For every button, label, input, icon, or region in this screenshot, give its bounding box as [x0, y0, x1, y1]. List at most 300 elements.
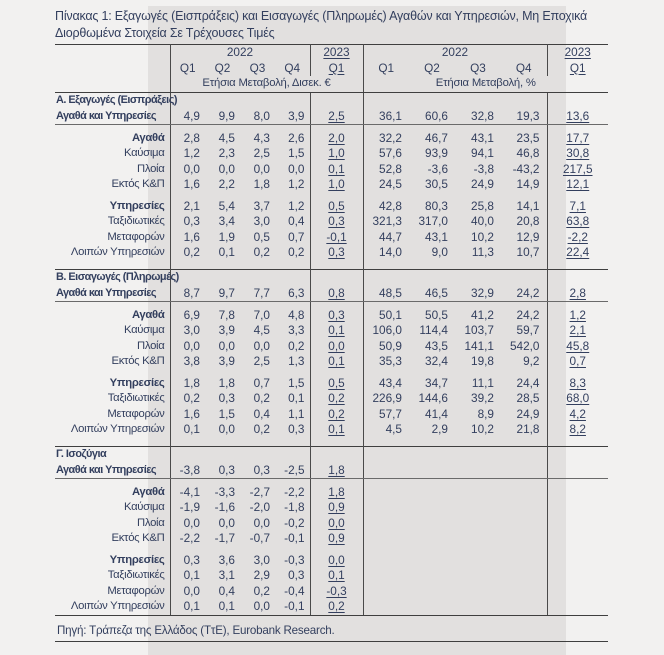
- cell-eur-2023q1: 0,1: [310, 354, 363, 370]
- cell-pct-q4: [501, 438, 547, 447]
- cell-pct-q1: [363, 270, 409, 286]
- cell-eur-q4: 1,3: [275, 354, 310, 370]
- cell-pct-2023q1: [547, 553, 608, 569]
- row-label: Αγαθά: [55, 308, 170, 324]
- cell-pct-q3: [455, 500, 501, 516]
- cell-eur-q2: [205, 270, 240, 286]
- cell-pct-q1: 57,7: [379, 406, 402, 421]
- cell-eur-2023q1: [310, 438, 363, 447]
- cell-eur-2023q1: 1,0: [310, 177, 363, 193]
- cell-pct-q1: [363, 531, 409, 547]
- cell-pct-q3: 40,0: [471, 214, 494, 228]
- cell-eur-q2: 4,5: [218, 130, 235, 145]
- unit-header-row: [55, 76, 608, 93]
- cell-pct-q2: [409, 599, 455, 615]
- row-label: Καύσιμα: [55, 146, 170, 162]
- row-label: Εκτός Κ&Π: [55, 177, 170, 193]
- cell-eur-q2: 0,4: [218, 583, 235, 598]
- cell-eur-q2: 0,1: [218, 245, 235, 259]
- quarter-label: Q1: [378, 60, 395, 75]
- row-label: Υπηρεσίες: [55, 199, 170, 215]
- table-row: [55, 323, 608, 339]
- cell-pct-q1: 4,5: [385, 422, 402, 436]
- cell-eur-q4: -1,8: [275, 500, 310, 516]
- cell-pct-q4: -43,2: [501, 162, 547, 178]
- cell-pct-q4: [501, 568, 547, 584]
- cell-eur-q1: 3,0: [183, 323, 200, 337]
- cell-pct-q2: 93,9: [425, 146, 448, 160]
- cell-pct-q1: 106,0: [372, 323, 402, 337]
- cell-eur-q1: -1,9: [179, 500, 200, 514]
- cell-eur-q2: -1,7: [214, 531, 235, 545]
- cell-pct-q1: [363, 568, 409, 584]
- cell-eur-2023q1: 0,0: [310, 339, 363, 355]
- cell-pct-q4: [501, 485, 547, 501]
- quarter-label: Q2: [424, 60, 440, 75]
- table-row: [55, 354, 608, 370]
- cell-eur-2023q1: -0,1: [310, 230, 363, 246]
- cell-pct-q1: 36,1: [363, 109, 409, 125]
- row-label: Μεταφορών: [55, 230, 170, 246]
- table-row: [55, 199, 608, 215]
- cell-pct-q4: 19,3: [501, 109, 547, 125]
- row-label: Αγαθά: [55, 485, 170, 501]
- row-label: Λοιπών Υπηρεσιών: [55, 422, 170, 438]
- cell-pct-q2: 114,4: [419, 323, 448, 337]
- cell-eur-q1: 0,1: [183, 422, 200, 436]
- cell-pct-2023q1: 17,7: [566, 130, 590, 145]
- cell-eur-q4: -2,2: [275, 485, 310, 501]
- cell-pct-2023q1: 12,1: [566, 177, 590, 191]
- quarter-label: Q1: [179, 60, 196, 75]
- cell-eur-q1: [170, 438, 205, 447]
- cell-pct-2023q1: 13,6: [547, 109, 608, 125]
- cell-eur-2023q1: 0,2: [310, 391, 363, 407]
- table-row: [55, 230, 608, 246]
- cell-eur-q4: [275, 438, 310, 447]
- cell-eur-2023q1: [310, 270, 363, 286]
- cell-pct-q4: [501, 261, 547, 270]
- cell-pct-q1: 32,2: [379, 130, 402, 145]
- source-note: Πηγή: Τράπεζα της Ελλάδος (ΤτΕ), Eurobank Research.: [55, 624, 608, 642]
- spacer-row: [55, 261, 608, 270]
- table-row: [55, 376, 608, 392]
- cell-pct-q2: 80,3: [425, 198, 448, 213]
- cell-pct-q3: 32,8: [455, 109, 501, 125]
- cell-eur-2023q1: 1,0: [310, 146, 363, 162]
- cell-pct-q4: 24,2: [501, 286, 547, 302]
- cell-eur-q2: 0,0: [218, 338, 235, 353]
- cell-eur-q3: 2,5: [253, 146, 270, 160]
- cell-eur-q1: 0,2: [183, 391, 200, 405]
- table-row: [55, 553, 608, 569]
- cell-pct-q4: 9,2: [501, 354, 547, 370]
- quarter-label: Q4: [501, 61, 547, 77]
- corner-cell: [55, 45, 170, 61]
- cell-pct-2023q1: [547, 463, 608, 479]
- cell-eur-2023q1: -0,3: [310, 584, 363, 600]
- cell-eur-q1: 0,1: [170, 599, 205, 615]
- cell-pct-2023q1: 4,2: [569, 406, 586, 421]
- row-label: Αγαθά και Υπηρεσίες: [55, 286, 170, 302]
- table-row: [55, 308, 608, 324]
- cell-pct-q2: [409, 531, 455, 547]
- cell-pct-q4: 14,1: [501, 199, 547, 215]
- latest-quarter-label-right: Q1: [569, 60, 586, 75]
- cell-pct-q3: [455, 485, 501, 501]
- cell-pct-q2: [409, 447, 455, 463]
- cell-pct-q1: 48,5: [363, 286, 409, 302]
- cell-pct-2023q1: 1,2: [569, 307, 586, 322]
- cell-pct-q2: -3,6: [427, 161, 448, 176]
- cell-eur-q4: 0,7: [275, 230, 310, 246]
- cell-pct-q4: 20,8: [501, 214, 547, 230]
- cell-eur-q2: 0,3: [218, 391, 235, 405]
- cell-pct-q4: 23,5: [501, 131, 547, 147]
- cell-pct-2023q1: 2,8: [547, 286, 608, 302]
- cell-pct-q2: [409, 463, 455, 479]
- cell-eur-2023q1: 0,1: [310, 323, 363, 339]
- cell-pct-q2: 2,9: [431, 422, 448, 436]
- table-header: [55, 45, 608, 93]
- unit-label-pct: Ετήσια Μεταβολή, %: [363, 76, 608, 93]
- cell-pct-2023q1: [547, 438, 608, 447]
- cell-eur-q1: -2,2: [179, 531, 200, 545]
- cell-eur-q3: 0,0: [253, 161, 270, 176]
- table-row: [55, 422, 608, 438]
- cell-pct-2023q1: [547, 447, 608, 463]
- cell-pct-q2: [409, 568, 455, 584]
- cell-eur-q1: 1,6: [183, 177, 200, 191]
- cell-pct-q4: [501, 553, 547, 569]
- cell-pct-2023q1: [547, 599, 608, 615]
- table-row: [55, 516, 608, 532]
- cell-pct-2023q1: 8,3: [569, 375, 586, 390]
- cell-eur-q1: 0,0: [183, 515, 200, 530]
- cell-eur-q1: 2,1: [183, 198, 200, 213]
- cell-eur-q3: [240, 261, 275, 270]
- row-label: Υπηρεσίες: [55, 553, 170, 569]
- cell-pct-2023q1: [547, 568, 608, 584]
- cell-eur-q3: 0,2: [253, 391, 270, 405]
- cell-pct-q2: 46,7: [425, 130, 448, 145]
- cell-pct-q4: [501, 447, 547, 463]
- cell-eur-q2: [205, 438, 240, 447]
- cell-pct-2023q1: 8,2: [569, 422, 586, 436]
- section-heading-row: [55, 93, 608, 109]
- cell-pct-q2: [409, 438, 455, 447]
- cell-eur-q3: 3,7: [253, 198, 270, 213]
- table-row: [55, 407, 608, 423]
- row-label: Αγαθά και Υπηρεσίες: [55, 463, 170, 479]
- table-row: [55, 500, 608, 516]
- row-label: Υπηρεσίες: [55, 376, 170, 392]
- cell-pct-q2: [409, 584, 455, 600]
- cell-eur-q1: 6,9: [183, 307, 200, 322]
- row-label: Αγαθά και Υπηρεσίες: [55, 109, 170, 125]
- cell-pct-q4: [501, 599, 547, 615]
- row-label: Ταξιδιωτικές: [55, 214, 170, 230]
- cell-pct-q2: [409, 500, 455, 516]
- cell-eur-2023q1: 0,3: [310, 308, 363, 324]
- cell-eur-2023q1: 2,0: [310, 131, 363, 147]
- cell-pct-q4: 46,8: [501, 146, 547, 162]
- cell-eur-q4: 3,9: [275, 109, 310, 125]
- row-label: Πλοία: [55, 339, 170, 355]
- year-label-right: 2022: [363, 45, 547, 61]
- cell-pct-q3: [455, 553, 501, 569]
- cell-pct-q3: 41,2: [471, 307, 494, 322]
- cell-eur-q2: 0,1: [205, 599, 240, 615]
- cell-pct-q2: 32,4: [425, 354, 448, 368]
- cell-pct-2023q1: 0,7: [569, 354, 586, 368]
- cell-eur-q1: [170, 447, 205, 463]
- cell-eur-q1: 0,0: [183, 583, 200, 598]
- cell-eur-q1: 4,9: [170, 109, 205, 125]
- table-row: [55, 214, 608, 230]
- table-row: [55, 485, 608, 501]
- cell-pct-q2: 9,0: [431, 245, 448, 259]
- cell-pct-q1: [363, 485, 409, 501]
- cell-eur-q3: 3,0: [253, 214, 270, 228]
- cell-eur-q4: 1,1: [275, 407, 310, 423]
- row-label: Μεταφορών: [55, 407, 170, 423]
- cell-eur-q1: 1,6: [183, 229, 200, 244]
- row-label: Α. Εξαγωγές (Εισπράξεις): [55, 93, 170, 109]
- cell-eur-q3: 3,0: [253, 552, 270, 567]
- cell-pct-q1: 14,0: [379, 245, 402, 259]
- cell-eur-q4: 0,2: [275, 245, 310, 261]
- quarter-label: Q3: [249, 60, 266, 75]
- cell-pct-q3: 32,9: [455, 286, 501, 302]
- cell-eur-q3: 0,7: [253, 375, 270, 390]
- cell-pct-q4: 14,9: [501, 177, 547, 193]
- cell-pct-q4: 24,4: [501, 376, 547, 392]
- cell-pct-2023q1: [547, 500, 608, 516]
- row-label: Λοιπών Υπηρεσιών: [55, 245, 170, 261]
- cell-eur-2023q1: 0,1: [310, 568, 363, 584]
- cell-pct-2023q1: [547, 531, 608, 547]
- cell-eur-q2: 2,3: [218, 146, 235, 160]
- cell-pct-q3: [455, 447, 501, 463]
- report-table-block: [55, 8, 611, 642]
- cell-pct-q1: 57,6: [379, 146, 402, 160]
- cell-eur-q4: 6,3: [275, 286, 310, 302]
- cell-eur-q4: 0,0: [275, 162, 310, 178]
- cell-pct-q4: [501, 500, 547, 516]
- table-row: [55, 339, 608, 355]
- unit-label-eur: Ετήσια Μεταβολή, Δισεκ. €: [170, 76, 363, 93]
- cell-eur-q3: 8,0: [240, 109, 275, 125]
- cell-eur-2023q1: [310, 261, 363, 270]
- cell-pct-q2: 30,5: [425, 177, 448, 191]
- cell-eur-q2: 9,7: [205, 286, 240, 302]
- cell-pct-2023q1: 217,5: [562, 161, 593, 176]
- cell-eur-q1: 1,8: [183, 375, 200, 390]
- cell-eur-q3: 0,3: [240, 463, 275, 479]
- data-table: [55, 44, 608, 616]
- cell-eur-q4: 3,3: [275, 323, 310, 339]
- cell-pct-2023q1: 68,0: [566, 391, 590, 405]
- cell-eur-q3: 0,0: [253, 515, 270, 530]
- cell-eur-q4: 4,8: [275, 308, 310, 324]
- quarter-label: Q2: [214, 60, 231, 75]
- cell-eur-q1: [170, 261, 205, 270]
- cell-eur-q3: 0,5: [253, 229, 270, 244]
- cell-pct-q1: 42,8: [379, 198, 402, 213]
- cell-eur-q2: 3,9: [218, 354, 235, 368]
- cell-eur-q4: 0,1: [275, 391, 310, 407]
- cell-pct-q4: 24,9: [501, 407, 547, 423]
- row-label: Εκτός Κ&Π: [55, 354, 170, 370]
- cell-eur-q4: [275, 93, 310, 109]
- cell-pct-q1: [363, 584, 409, 600]
- cell-pct-q2: 46,5: [409, 286, 455, 302]
- cell-pct-q3: 10,2: [471, 229, 494, 244]
- cell-pct-q1: [363, 599, 409, 615]
- cell-eur-q2: 3,4: [218, 214, 235, 228]
- cell-eur-q3: 0,0: [240, 599, 275, 615]
- cell-pct-q2: 34,7: [425, 375, 448, 390]
- cell-eur-2023q1: 0,5: [310, 376, 363, 392]
- cell-eur-q3: 2,5: [253, 354, 270, 368]
- cell-eur-q4: -0,3: [275, 553, 310, 569]
- cell-pct-q3: [455, 531, 501, 547]
- cell-pct-q1: [363, 93, 409, 109]
- section-total-row: [55, 109, 608, 125]
- cell-pct-q1: 226,9: [372, 391, 402, 405]
- cell-eur-q4: -2,5: [275, 463, 310, 479]
- cell-pct-q3: [455, 438, 501, 447]
- table-row: [55, 568, 608, 584]
- cell-eur-q3: 0,2: [253, 583, 270, 598]
- cell-pct-q2: 43,1: [425, 229, 448, 244]
- cell-eur-q4: 0,3: [275, 568, 310, 584]
- cell-eur-q3: -0,7: [249, 531, 270, 545]
- cell-pct-2023q1: 30,8: [566, 146, 590, 160]
- cell-eur-q1: 0,3: [183, 214, 200, 228]
- cell-eur-q1: 0,0: [183, 161, 200, 176]
- cell-pct-q3: -3,8: [473, 161, 494, 176]
- cell-eur-2023q1: [310, 447, 363, 463]
- cell-eur-q1: 0,3: [183, 552, 200, 567]
- cell-eur-q2: [205, 261, 240, 270]
- row-label: Καύσιμα: [55, 323, 170, 339]
- table-row: [55, 162, 608, 178]
- cell-eur-q4: 1,2: [275, 177, 310, 193]
- cell-pct-q3: [455, 93, 501, 109]
- cell-eur-q4: -0,2: [275, 516, 310, 532]
- cell-eur-q2: 7,8: [218, 307, 235, 322]
- cell-eur-2023q1: 0,2: [310, 599, 363, 615]
- row-label: Πλοία: [55, 516, 170, 532]
- cell-eur-q3: 4,3: [253, 130, 270, 145]
- cell-pct-q4: 10,7: [501, 245, 547, 261]
- cell-pct-q1: [363, 463, 409, 479]
- quarter-label: Q4: [275, 61, 310, 77]
- cell-pct-q3: 141,1: [464, 338, 494, 353]
- spacer-row: [55, 438, 608, 447]
- cell-eur-q2: 3,1: [218, 568, 235, 582]
- cell-eur-q1: 0,1: [183, 568, 200, 582]
- cell-pct-q2: 144,6: [418, 391, 448, 405]
- table-title: Πίνακας 1: Εξαγωγές (Εισπράξεις) και Εισαγωγές (Πληρωμές) Αγαθών και Υπηρεσιών, Μη Εποχικά Διορθωμένα Στοιχεία Σε Τρέχουσες Τιμές: [55, 9, 587, 40]
- table-row: [55, 531, 608, 547]
- cell-eur-q4: -0,4: [275, 584, 310, 600]
- cell-eur-2023q1: 0,2: [310, 407, 363, 423]
- cell-eur-2023q1: 0,3: [310, 214, 363, 230]
- cell-eur-2023q1: 0,9: [310, 500, 363, 516]
- quarter-header-row: [55, 61, 608, 77]
- cell-eur-2023q1: 2,5: [310, 109, 363, 125]
- cell-eur-q1: -3,8: [170, 463, 205, 479]
- cell-eur-q1: 3,8: [183, 354, 200, 368]
- table-row: [55, 391, 608, 407]
- cell-pct-2023q1: 7,1: [569, 198, 586, 213]
- table-row: [55, 245, 608, 261]
- cell-eur-q3: -2,7: [249, 484, 270, 499]
- cell-eur-2023q1: 1,8: [310, 463, 363, 479]
- cell-eur-q1: 1,6: [183, 406, 200, 421]
- cell-pct-q1: [363, 516, 409, 532]
- cell-pct-q4: [501, 531, 547, 547]
- cell-pct-q1: 35,3: [379, 354, 402, 368]
- cell-pct-q3: [455, 568, 501, 584]
- cell-eur-q1: 1,2: [183, 146, 200, 160]
- cell-pct-q3: [455, 270, 501, 286]
- cell-pct-q2: [409, 553, 455, 569]
- cell-pct-2023q1: [547, 270, 608, 286]
- cell-pct-q2: [409, 270, 455, 286]
- cell-eur-q3: 1,8: [253, 177, 270, 191]
- row-label: Πλοία: [55, 162, 170, 178]
- section-heading-row: [55, 447, 608, 463]
- cell-eur-2023q1: 0,9: [310, 531, 363, 547]
- cell-eur-q2: 1,8: [218, 375, 235, 390]
- cell-pct-q1: 44,7: [379, 229, 402, 244]
- row-label: [55, 438, 170, 447]
- cell-pct-2023q1: 22,4: [566, 245, 590, 259]
- cell-eur-q3: [240, 270, 275, 286]
- cell-pct-q1: [363, 553, 409, 569]
- table-row: [55, 146, 608, 162]
- row-label: Αγαθά: [55, 131, 170, 147]
- cell-eur-q2: 0,0: [218, 161, 235, 176]
- cell-eur-q1: -4,1: [179, 484, 200, 499]
- table-row: [55, 131, 608, 147]
- cell-pct-2023q1: 2,1: [569, 323, 586, 337]
- cell-eur-q3: [240, 447, 275, 463]
- cell-eur-q1: 0,0: [183, 338, 200, 353]
- cell-pct-q1: 24,5: [379, 177, 402, 191]
- cell-eur-q3: 4,5: [253, 323, 270, 337]
- row-label: Γ. Ισοζύγια: [55, 447, 170, 463]
- cell-pct-q3: 103,7: [464, 323, 494, 337]
- cell-pct-q2: [409, 485, 455, 501]
- table-row: [55, 177, 608, 193]
- cell-eur-q4: [275, 261, 310, 270]
- cell-eur-2023q1: 0,3: [310, 245, 363, 261]
- cell-pct-2023q1: 45,8: [566, 338, 590, 353]
- cell-pct-q1: 321,3: [372, 214, 402, 228]
- cell-eur-2023q1: 0,1: [310, 422, 363, 438]
- row-label: Καύσιμα: [55, 500, 170, 516]
- cell-eur-q3: 7,7: [240, 286, 275, 302]
- year-header-row: [55, 45, 608, 61]
- cell-pct-q2: 60,6: [409, 109, 455, 125]
- row-label: Λοιπών Υπηρεσιών: [55, 599, 170, 615]
- quarter-label: Q3: [470, 60, 486, 75]
